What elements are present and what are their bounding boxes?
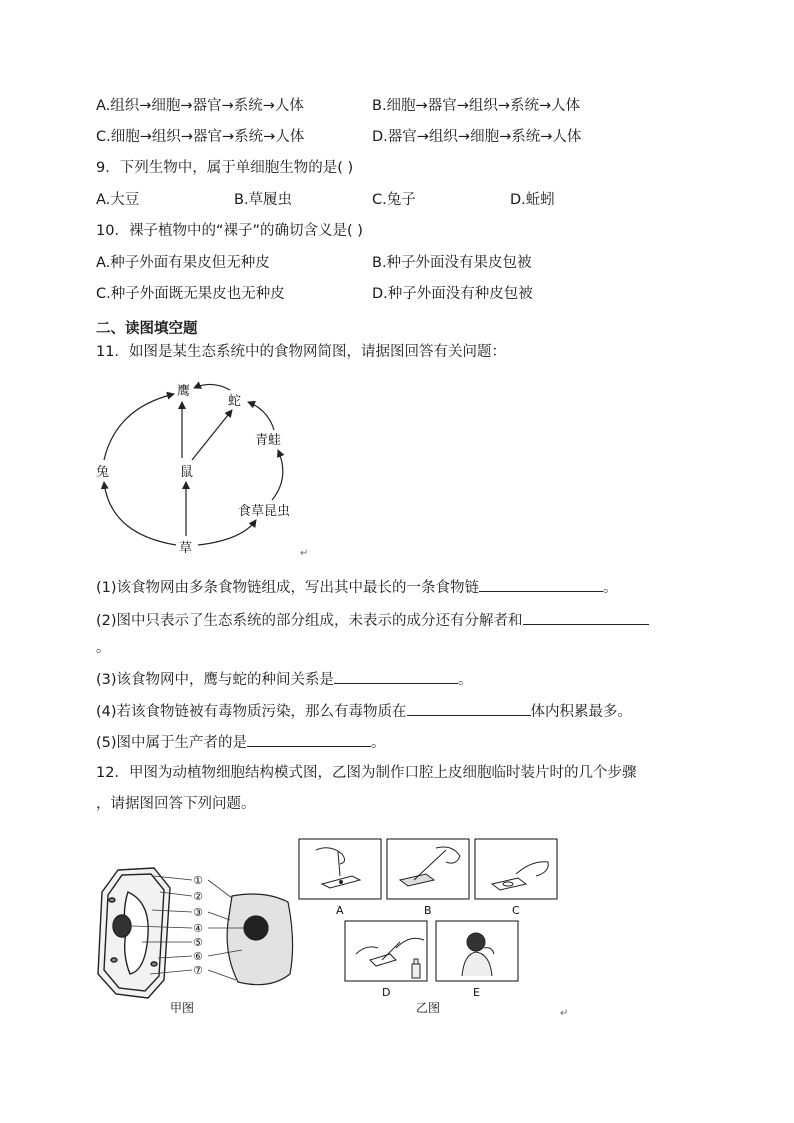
label-1: ① xyxy=(193,874,203,887)
plant-cell xyxy=(98,868,170,998)
node-frog: 青蛙 xyxy=(255,433,282,448)
q9-option-c: C.兔子 xyxy=(372,192,416,208)
q9-option-d: D.蚯蚓 xyxy=(510,192,555,208)
answer-blank-2[interactable] xyxy=(523,609,649,625)
label-2: ② xyxy=(193,890,203,903)
q11-part-1 xyxy=(96,576,618,598)
q8-option-b: B.细胞→器官→组织→系统→人体 xyxy=(372,98,581,114)
arrow-grass-rabbit xyxy=(104,482,176,545)
step-b-label: B xyxy=(424,904,432,917)
node-mouse: 鼠 xyxy=(180,465,194,480)
q11-part-4-end: 体内积累最多。 xyxy=(530,704,633,720)
label-4: ④ xyxy=(193,922,203,935)
q10-option-a: A.种子外面有果皮但无种皮 xyxy=(96,255,270,271)
arrow-snake-hawk xyxy=(194,384,230,390)
step-e-label: E xyxy=(473,986,480,999)
section-title: 二、读图填空题 xyxy=(96,321,198,337)
q8-option-c: C.细胞→组织→器官→系统→人体 xyxy=(96,129,305,145)
label-3: ③ xyxy=(193,906,203,919)
q11-part-1-text: (1)该食物网由多条食物链组成，写出其中最长的一条食物链 xyxy=(96,580,480,596)
return-mark: ↵ xyxy=(300,548,309,559)
arrow-grass-insect xyxy=(198,520,256,545)
arrow-mouse-snake xyxy=(192,410,232,460)
answer-blank-1[interactable] xyxy=(479,576,603,592)
label-5: ⑤ xyxy=(193,936,203,949)
node-snake: 蛇 xyxy=(228,394,242,409)
q11-part-5 xyxy=(96,731,386,753)
step-d-label: D xyxy=(382,986,391,999)
q11-part-2-end: 。 xyxy=(96,640,111,656)
animal-cell xyxy=(227,894,292,985)
cell-structure-diagram xyxy=(92,862,304,1022)
q9-option-a: A.大豆 xyxy=(96,192,140,208)
slide-steps-diagram xyxy=(296,836,562,1018)
q11-stem: 11．如图是某生态系统中的食物网简图，请据图回答有关问题： xyxy=(96,344,506,360)
q8-option-a: A.组织→细胞→器官→系统→人体 xyxy=(96,98,304,114)
step-a-panel xyxy=(299,839,381,899)
node-rabbit: 兔 xyxy=(96,465,110,480)
q11-part-5-text: (5)图中属于生产者的是 xyxy=(96,735,248,751)
arrow-frog-snake xyxy=(248,402,274,430)
q10-option-c: C.种子外面既无果皮也无种皮 xyxy=(96,286,285,302)
node-hawk: 鹰 xyxy=(177,384,191,399)
q11-part-5-end: 。 xyxy=(371,735,386,751)
arrow-rabbit-hawk xyxy=(104,394,174,460)
q11-part-3 xyxy=(96,668,473,690)
q11-part-4 xyxy=(96,700,632,722)
q12-stem-cont: ，请据图回答下列问题。 xyxy=(96,796,256,812)
q10-option-b: B.种子外面没有果皮包被 xyxy=(372,255,532,271)
q12-stem: 12．甲图为动植物细胞结构模式图，乙图为制作口腔上皮细胞临时装片时的几个步骤 xyxy=(96,765,637,781)
label-7: ⑦ xyxy=(193,964,203,977)
caption-fig1: 甲图 xyxy=(170,1001,195,1015)
answer-blank-3[interactable] xyxy=(334,668,458,684)
step-c-label: C xyxy=(512,904,520,917)
answer-blank-4[interactable] xyxy=(407,700,531,716)
return-mark-2: ↵ xyxy=(560,1008,569,1019)
q10-stem: 10．裸子植物中的“裸子”的确切含义是( ) xyxy=(96,223,363,239)
food-web-diagram xyxy=(92,374,312,560)
q9-option-b: B.草履虫 xyxy=(234,192,293,208)
node-grass: 草 xyxy=(179,541,193,556)
q9-stem: 9．下列生物中，属于单细胞生物的是( ) xyxy=(96,160,354,176)
step-a-label: A xyxy=(336,904,344,917)
step-c-panel xyxy=(475,839,557,899)
q11-part-2-text: (2)图中只表示了生态系统的部分组成，未表示的成分还有分解者和 xyxy=(96,613,523,629)
q11-part-1-end: 。 xyxy=(603,580,618,596)
caption-fig2: 乙图 xyxy=(416,1001,441,1015)
q11-part-4-text: (4)若该食物链被有毒物质污染，那么有毒物质在 xyxy=(96,704,407,720)
q10-option-d: D.种子外面没有种皮包被 xyxy=(372,286,533,302)
label-6: ⑥ xyxy=(193,950,203,963)
node-insect: 食草昆虫 xyxy=(238,504,291,519)
q11-part-3-end: 。 xyxy=(458,672,473,688)
q8-option-d: D.器官→组织→细胞→系统→人体 xyxy=(372,129,582,145)
step-b-panel xyxy=(387,839,469,899)
q11-part-2 xyxy=(96,609,649,631)
q11-part-3-text: (3)该食物网中，鹰与蛇的种间关系是 xyxy=(96,672,335,688)
arrow-insect-frog xyxy=(272,450,283,500)
answer-blank-5[interactable] xyxy=(247,731,371,747)
